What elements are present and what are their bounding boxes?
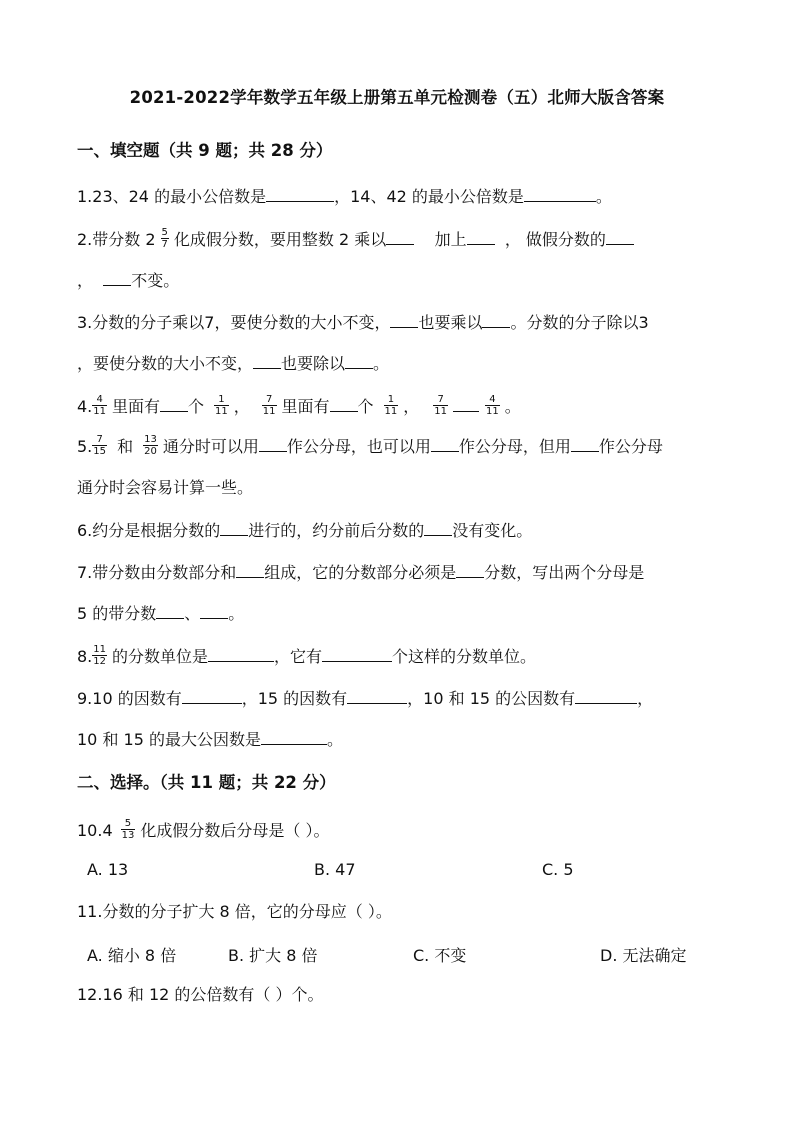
answer-blank[interactable] <box>390 312 418 328</box>
fraction-denominator: 20 <box>144 446 157 457</box>
fraction-numerator: 4 <box>489 394 496 405</box>
question-2-cont <box>77 270 179 291</box>
section-heading-choice: 二、选择。（共 11 题；共 22 分） <box>77 773 336 792</box>
q8-text-c: ，它有 <box>274 647 323 666</box>
fraction-denominator: 13 <box>121 830 135 841</box>
fraction <box>262 394 277 417</box>
answer-blank[interactable] <box>453 396 479 412</box>
q11-option-c[interactable]: C. 不变 <box>413 946 467 965</box>
q7-text-e: 、 <box>184 604 201 623</box>
q3-text-e: 也要除以 <box>281 354 346 373</box>
q6-text-c: 没有变化。 <box>452 521 533 540</box>
fraction-denominator: 15 <box>93 446 106 457</box>
fraction-numerator: 1 <box>387 394 395 405</box>
fraction-denominator: 11 <box>215 406 228 417</box>
question-8 <box>77 646 536 669</box>
q7-text-c: 分数，写出两个分母是 <box>484 563 645 582</box>
question-6 <box>77 520 532 541</box>
fraction <box>92 644 107 667</box>
fraction-numerator: 5 <box>161 227 168 238</box>
question-9-cont <box>77 729 343 750</box>
q1-text-a: 1.23、24 的最小公倍数是 <box>77 187 267 206</box>
fraction-numerator: 4 <box>96 394 103 405</box>
answer-blank[interactable] <box>467 229 495 245</box>
q4-text-e: 里面有 <box>281 397 330 416</box>
answer-blank[interactable] <box>220 520 248 536</box>
q2-text-d: ， 做假分数的 <box>504 230 606 249</box>
question-10 <box>77 820 329 843</box>
fraction-denominator: 7 <box>161 239 168 250</box>
q5-text-e: 作公分母，但用 <box>458 437 571 456</box>
answer-blank[interactable] <box>322 646 392 662</box>
fraction-numerator: 1 <box>218 394 225 405</box>
fraction <box>214 394 229 417</box>
question-5-cont: 通分时会容易计算一些。 <box>77 478 254 497</box>
question-5 <box>77 436 663 459</box>
q11-option-a[interactable]: A. 缩小 8 倍 <box>87 946 177 965</box>
answer-blank[interactable] <box>160 396 188 412</box>
q7-text-d: 5 的带分数 <box>77 604 157 623</box>
answer-blank[interactable] <box>424 520 452 536</box>
answer-blank[interactable] <box>330 396 358 412</box>
q8-text-b: 的分数单位是 <box>112 647 209 666</box>
q8-text-a: 8. <box>77 647 93 666</box>
fraction-numerator: 5 <box>124 818 132 829</box>
answer-blank[interactable] <box>253 353 281 369</box>
answer-blank[interactable] <box>524 186 596 202</box>
q3-text-a: 3.分数的分子乘以7，要使分数的大小不变， <box>77 313 391 332</box>
fraction-numerator: 13 <box>144 434 157 445</box>
answer-blank[interactable] <box>347 688 407 704</box>
q7-text-b: 组成，它的分数部分必须是 <box>264 563 457 582</box>
q2-text-f: 不变。 <box>131 271 180 290</box>
section-heading-fill-in: 一、填空题（共 9 题；共 28 分） <box>77 141 333 160</box>
q10-option-b[interactable]: B. 47 <box>314 860 356 879</box>
q4-text-b: 里面有 <box>112 397 161 416</box>
fraction-denominator: 11 <box>384 406 398 417</box>
fraction <box>143 434 158 457</box>
q9-text-c: ，10 和 15 的公因数有 <box>407 689 576 708</box>
answer-blank[interactable] <box>266 186 334 202</box>
question-12: 12.16 和 12 的公倍数有（ ）个。 <box>77 985 324 1004</box>
fraction-numerator: 11 <box>93 644 106 655</box>
question-11: 11.分数的分子扩大 8 倍，它的分母应（ ）。 <box>77 902 392 921</box>
q9-text-b: ，15 的因数有 <box>241 689 348 708</box>
answer-blank[interactable] <box>236 562 264 578</box>
q4-text-a: 4. <box>77 397 93 416</box>
fraction <box>92 434 107 457</box>
answer-blank[interactable] <box>575 688 637 704</box>
q3-text-f: 。 <box>373 354 390 373</box>
answer-blank[interactable] <box>259 436 287 452</box>
answer-blank[interactable] <box>345 353 373 369</box>
page-title: 2021-2022学年数学五年级上册第五单元检测卷（五）北师大版含答案 <box>129 88 665 107</box>
answer-blank[interactable] <box>182 688 242 704</box>
q3-text-c: 。分数的分子除以3 <box>510 313 649 332</box>
fraction-numerator: 7 <box>96 434 103 445</box>
q10-text-b: 化成假分数后分母是（ ）。 <box>140 821 330 840</box>
q2-text-b: 化成假分数，要用整数 2 乘以 <box>173 230 387 249</box>
question-4 <box>77 396 521 419</box>
question-7-cont <box>77 603 244 624</box>
q4-text-h: 。 <box>504 397 521 416</box>
q3-text-d: ，要使分数的大小不变， <box>77 354 254 373</box>
q10-option-c[interactable]: C. 5 <box>542 860 574 879</box>
fraction-numerator: 7 <box>437 394 444 405</box>
fraction-numerator: 7 <box>265 394 273 405</box>
q5-text-d: 作公分母，也可以用 <box>286 437 431 456</box>
q10-text-a: 10.4 <box>77 821 113 840</box>
answer-blank[interactable] <box>571 436 599 452</box>
answer-blank[interactable] <box>261 729 327 745</box>
q10-option-a[interactable]: A. 13 <box>87 860 129 879</box>
q9-text-e: 10 和 15 的最大公因数是 <box>77 730 261 749</box>
q9-text-a: 9.10 的因数有 <box>77 689 182 708</box>
answer-blank[interactable] <box>386 229 414 245</box>
fraction <box>485 394 500 417</box>
answer-blank[interactable] <box>606 229 634 245</box>
fraction <box>161 227 169 250</box>
fraction-denominator: 12 <box>93 656 106 667</box>
answer-blank[interactable] <box>482 312 510 328</box>
q2-text-e: ， <box>77 271 94 290</box>
q8-text-d: 个这样的分数单位。 <box>392 647 537 666</box>
q5-text-b: 和 <box>117 437 134 456</box>
answer-blank[interactable] <box>208 646 274 662</box>
question-2 <box>77 229 634 252</box>
fraction <box>121 818 136 841</box>
fraction <box>433 394 448 417</box>
q2-text-c: 加上 <box>434 230 467 249</box>
q9-text-f: 。 <box>326 730 343 749</box>
question-3-cont <box>77 353 389 374</box>
q11-option-d[interactable]: D. 无法确定 <box>600 946 687 965</box>
q4-text-f: 个 <box>357 397 374 416</box>
q6-text-b: 进行的，约分前后分数的 <box>248 521 425 540</box>
answer-blank[interactable] <box>431 436 459 452</box>
q5-text-f: 作公分母 <box>598 437 663 456</box>
question-3 <box>77 312 649 333</box>
q9-text-d: ， <box>637 689 654 708</box>
question-1 <box>77 186 612 207</box>
question-7 <box>77 562 644 583</box>
q7-text-a: 7.带分数由分数部分和 <box>77 563 237 582</box>
fraction <box>384 394 399 417</box>
q7-text-f: 。 <box>228 604 245 623</box>
q4-text-g: ， <box>403 397 420 416</box>
q6-text-a: 6.约分是根据分数的 <box>77 521 221 540</box>
q5-text-c: 通分时可以用 <box>162 437 259 456</box>
q5-text-a: 5. <box>77 437 93 456</box>
answer-blank[interactable] <box>456 562 484 578</box>
q11-option-b[interactable]: B. 扩大 8 倍 <box>228 946 318 965</box>
fraction-denominator: 11 <box>434 406 448 417</box>
answer-blank[interactable] <box>103 270 131 286</box>
q1-text-c: 。 <box>595 187 612 206</box>
answer-blank[interactable] <box>156 603 184 619</box>
q3-text-b: 也要乘以 <box>418 313 483 332</box>
question-9 <box>77 688 653 709</box>
fraction-denominator: 11 <box>93 406 106 417</box>
fraction-denominator: 11 <box>486 406 499 417</box>
q4-text-d: ， <box>233 397 250 416</box>
q4-text-c: 个 <box>188 397 205 416</box>
fraction <box>92 394 107 417</box>
q1-text-b: ，14、42 的最小公倍数是 <box>334 187 524 206</box>
answer-blank[interactable] <box>200 603 228 619</box>
fraction-denominator: 11 <box>262 406 276 417</box>
q2-text-a: 2.带分数 2 <box>77 230 156 249</box>
